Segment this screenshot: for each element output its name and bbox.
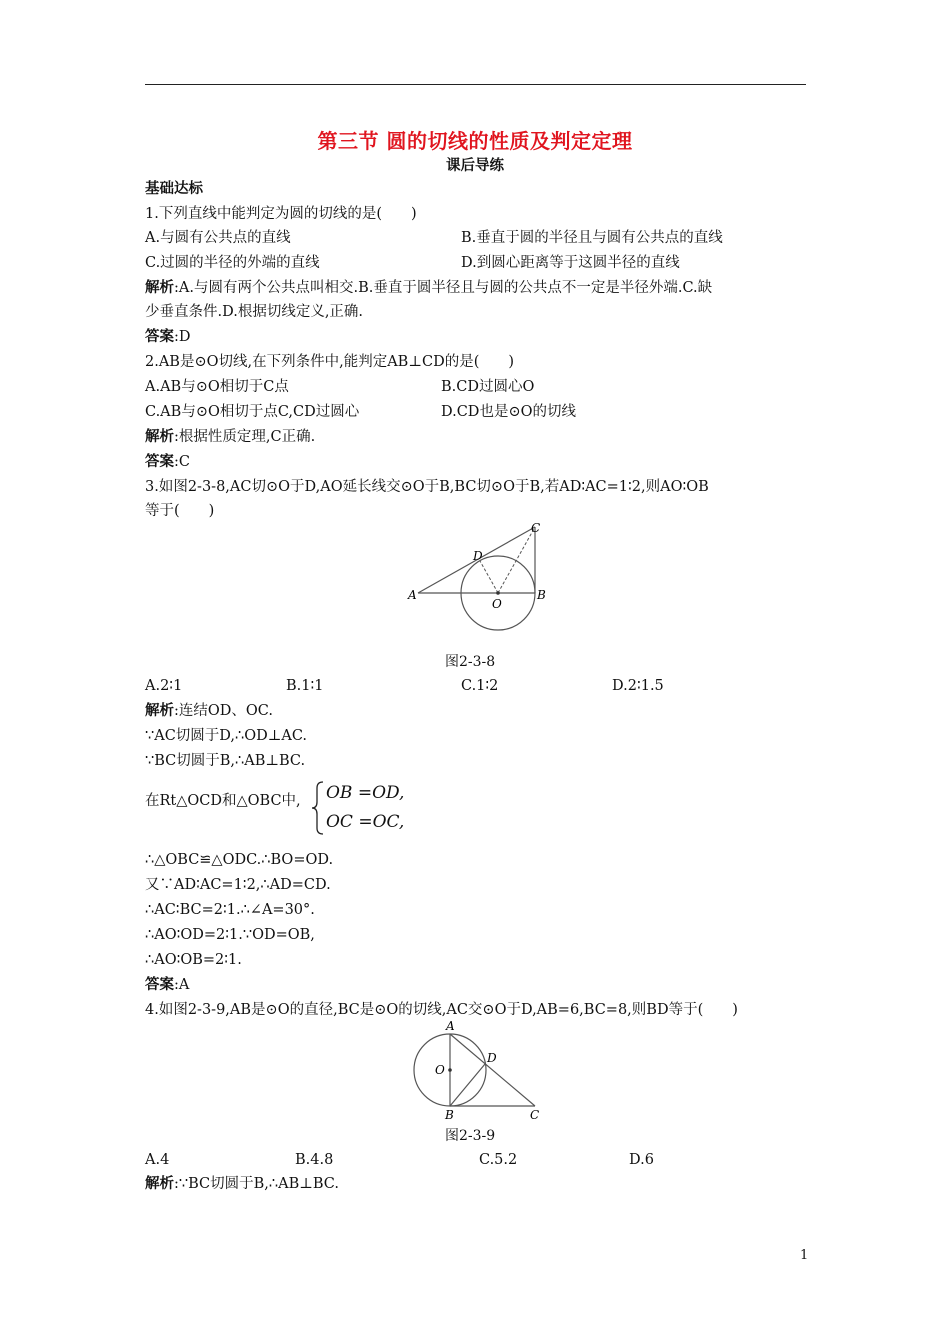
q1-option-b: B.垂直于圆的半径且与圆有公共点的直线 bbox=[461, 230, 723, 246]
label-o: O bbox=[492, 597, 502, 611]
q4-stem: 4.如图2-3-9,AB是⊙O的直径,BC是⊙O的切线,AC交⊙O于D,AB=6,BC=8,则BD等于( ) bbox=[145, 1002, 738, 1018]
q2-option-a: A.AB与⊙O相切于C点 bbox=[145, 379, 289, 395]
q3-stem-line2: 等于( ) bbox=[145, 503, 215, 519]
q3-analysis-text: :连结OD、OC. bbox=[174, 703, 273, 719]
q2-answer bbox=[145, 453, 190, 471]
analysis-label: 解析 bbox=[145, 703, 174, 719]
q4-option-b: B.4.8 bbox=[295, 1152, 334, 1168]
q1-stem: 1.下列直线中能判定为圆的切线的是( ) bbox=[145, 206, 417, 222]
figure-caption-2-3-9: 图2-3-9 bbox=[445, 1128, 496, 1144]
q3-step-1: ∵AC切圆于D,∴OD⊥AC. bbox=[145, 728, 308, 744]
segment-od bbox=[480, 561, 498, 593]
label-d: D bbox=[473, 549, 483, 563]
q1-answer bbox=[145, 328, 191, 346]
q3-answer-text: :A bbox=[174, 977, 190, 993]
figure-2-3-9 bbox=[400, 1016, 550, 1124]
label-a: A bbox=[408, 588, 417, 602]
q1-analysis-line2: 少垂直条件.D.根据切线定义,正确. bbox=[145, 304, 364, 320]
q3-step-6: ∴AO∶OD=2∶1.∵OD=OB, bbox=[145, 927, 315, 943]
answer-label: 答案 bbox=[145, 329, 174, 345]
q3-option-b: B.1∶1 bbox=[286, 678, 324, 694]
q1-option-d: D.到圆心距离等于这圆半径的直线 bbox=[461, 255, 680, 271]
page-subtitle: 课后导练 bbox=[446, 158, 504, 174]
label-c: C bbox=[531, 521, 541, 535]
q4-analysis bbox=[145, 1175, 339, 1193]
label-c: C bbox=[530, 1108, 540, 1122]
segment-bd bbox=[450, 1064, 485, 1106]
segment-ac bbox=[450, 1034, 535, 1106]
q3-step-4: 又∵AD∶AC=1∶2,∴AD=CD. bbox=[145, 877, 331, 893]
q2-answer-text: :C bbox=[174, 454, 190, 470]
q3-in-triangles: 在Rt△OCD和△OBC中, bbox=[145, 793, 301, 809]
q4-option-c: C.5.2 bbox=[479, 1152, 518, 1168]
label-o: O bbox=[435, 1063, 445, 1077]
q3-step-2: ∵BC切圆于B,∴AB⊥BC. bbox=[145, 753, 306, 769]
q3-option-c: C.1∶2 bbox=[461, 678, 499, 694]
q1-analysis-text: :A.与圆有两个公共点叫相交.B.垂直于圆半径且与圆的公共点不一定是半径外端.C.缺 bbox=[174, 280, 713, 296]
section-heading: 基础达标 bbox=[145, 181, 203, 197]
q2-option-d: D.CD也是⊙O的切线 bbox=[441, 404, 576, 420]
point-o bbox=[496, 591, 500, 595]
figure-caption-2-3-8: 图2-3-8 bbox=[445, 654, 496, 670]
label-b: B bbox=[537, 588, 546, 602]
q1-answer-text: :D bbox=[174, 329, 191, 345]
q4-option-a: A.4 bbox=[145, 1152, 170, 1168]
label-b: B bbox=[445, 1108, 454, 1122]
page-number: 1 bbox=[800, 1248, 809, 1263]
analysis-label: 解析 bbox=[145, 1176, 174, 1192]
answer-label: 答案 bbox=[145, 454, 174, 470]
system-eq-1: OB =OD, bbox=[326, 783, 405, 803]
figure-2-3-8 bbox=[400, 515, 560, 640]
q3-step-7: ∴AO∶OB=2∶1. bbox=[145, 952, 242, 968]
q3-step-3: ∴△OBC≌△ODC.∴BO=OD. bbox=[145, 852, 334, 868]
q3-stem-line1: 3.如图2-3-8,AC切⊙O于D,AO延长线交⊙O于B,BC切⊙O于B,若AD∶AC=1∶2,则AO∶OB bbox=[145, 479, 709, 495]
analysis-label: 解析 bbox=[145, 280, 174, 296]
label-a: A bbox=[446, 1019, 455, 1033]
q1-option-a: A.与圆有公共点的直线 bbox=[145, 230, 291, 246]
q3-analysis bbox=[145, 702, 273, 720]
q4-option-d: D.6 bbox=[629, 1152, 654, 1168]
system-eq-2: OC =OC, bbox=[326, 812, 405, 832]
header-rule bbox=[145, 84, 806, 85]
q2-stem: 2.AB是⊙O切线,在下列条件中,能判定AB⊥CD的是( ) bbox=[145, 354, 515, 370]
q4-analysis-text: :∵BC切圆于B,∴AB⊥BC. bbox=[174, 1176, 339, 1192]
q3-option-a: A.2∶1 bbox=[145, 678, 183, 694]
q3-option-d: D.2∶1.5 bbox=[612, 678, 664, 694]
answer-label: 答案 bbox=[145, 977, 174, 993]
q3-answer bbox=[145, 976, 189, 994]
q2-analysis bbox=[145, 428, 315, 446]
analysis-label: 解析 bbox=[145, 429, 174, 445]
page-title: 第三节 圆的切线的性质及判定定理 bbox=[317, 129, 633, 153]
label-d: D bbox=[487, 1051, 497, 1065]
q2-analysis-text: :根据性质定理,C正确. bbox=[174, 429, 316, 445]
q2-option-c: C.AB与⊙O相切于点C,CD过圆心 bbox=[145, 404, 360, 420]
q3-step-5: ∴AC∶BC=2∶1.∴∠A=30°. bbox=[145, 902, 315, 918]
q2-option-b: B.CD过圆心O bbox=[441, 379, 535, 395]
point-o bbox=[448, 1068, 452, 1072]
system-brace bbox=[311, 780, 325, 836]
q1-option-c: C.过圆的半径的外端的直线 bbox=[145, 255, 320, 271]
q1-analysis-line1 bbox=[145, 279, 712, 297]
